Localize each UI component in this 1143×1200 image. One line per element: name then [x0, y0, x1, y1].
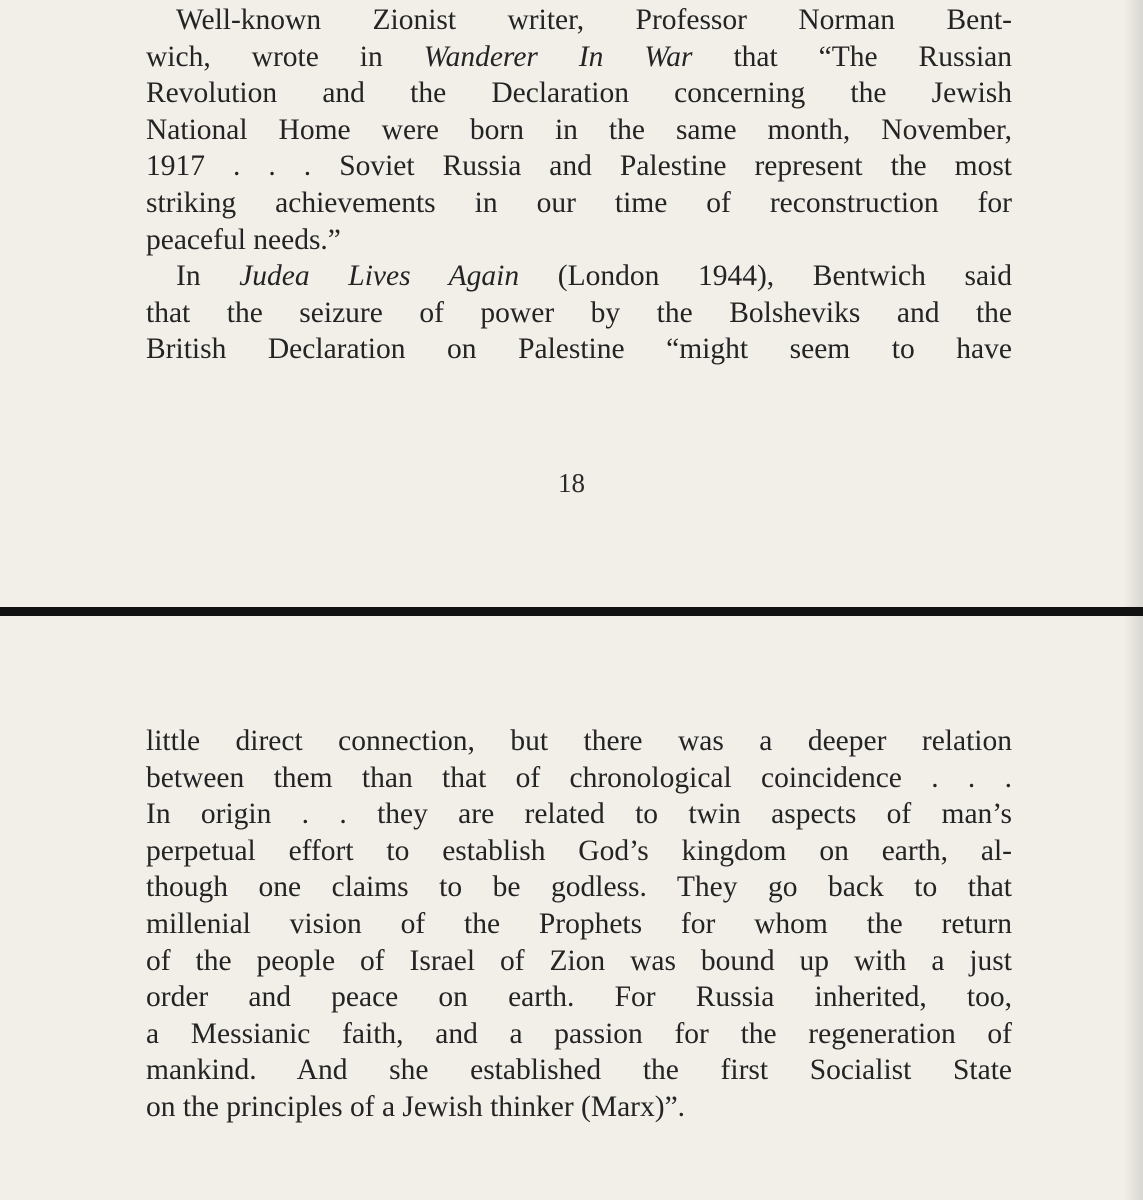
text-segment: that “The Russian — [692, 40, 1012, 73]
page-18-text — [146, 2, 1012, 368]
text-segment: British Declaration on Palestine “might seem to have — [146, 333, 1012, 366]
text-line — [146, 943, 1012, 980]
text-segment: peaceful needs.” — [146, 223, 341, 256]
text-segment: millenial vision of the Prophets for whom the return — [146, 907, 1012, 940]
text-segment: mankind. And she established the first Socialist State — [146, 1054, 1012, 1087]
text-segment: on the principles of a Jewish thinker (Marx)”. — [146, 1090, 686, 1123]
text-line — [146, 723, 1012, 760]
page-19 — [0, 616, 1143, 1200]
text-segment: Well-known Zionist writer, Professor Norman Bent- — [176, 4, 1012, 36]
page-number: 18 — [558, 468, 585, 498]
text-line — [146, 39, 1012, 76]
text-line — [146, 833, 1012, 870]
text-segment: National Home were born in the same month, November, — [146, 113, 1012, 146]
text-line — [146, 258, 1012, 295]
text-line — [146, 979, 1012, 1016]
text-segment: 1917 . . . Soviet Russia and Palestine represent the most — [146, 150, 1012, 183]
text-line — [146, 2, 1012, 39]
text-line — [146, 185, 1012, 222]
text-segment: wich, wrote in — [146, 40, 424, 73]
text-line — [146, 148, 1012, 185]
text-line — [146, 796, 1012, 833]
page-edge-shadow — [1123, 616, 1143, 1200]
text-segment: In origin . . they are related to twin aspects of man’s — [146, 798, 1012, 831]
page-19-text — [146, 723, 1012, 1126]
text-segment: Revolution and the Declaration concerning the Jewish — [146, 77, 1012, 110]
text-line — [146, 906, 1012, 943]
text-segment: In — [176, 260, 240, 293]
book-title: Judea Lives Again — [239, 260, 520, 293]
text-line — [146, 1016, 1012, 1053]
text-segment: order and peace on earth. For Russia inherited, too, — [146, 981, 1012, 1014]
text-line — [146, 75, 1012, 112]
book-title: Wanderer In War — [423, 40, 693, 73]
text-segment: little direct connection, but there was a deeper relation — [146, 725, 1012, 757]
text-line — [146, 760, 1012, 797]
text-line — [146, 112, 1012, 149]
text-segment: (London 1944), Bentwich said — [519, 260, 1013, 293]
text-segment: of the people of Israel of Zion was bound up with a just — [146, 944, 1012, 977]
text-line — [146, 1052, 1012, 1089]
page-edge-shadow — [1123, 0, 1143, 607]
text-segment: perpetual effort to establish God’s kingdom on earth, al- — [146, 834, 1012, 867]
text-line — [146, 1089, 1012, 1126]
text-segment: though one claims to be godless. They go back to that — [146, 871, 1012, 904]
text-line — [146, 222, 1012, 259]
text-segment: that the seizure of power by the Bolsheviks and the — [146, 296, 1012, 329]
text-line — [146, 331, 1012, 368]
text-line — [146, 295, 1012, 332]
text-line — [146, 869, 1012, 906]
text-segment: a Messianic faith, and a passion for the regeneration of — [146, 1017, 1012, 1050]
text-segment: between them than that of chronological coincidence . . . — [146, 761, 1012, 794]
text-segment: striking achievements in our time of reconstruction for — [146, 186, 1012, 219]
page-separator — [0, 607, 1143, 616]
